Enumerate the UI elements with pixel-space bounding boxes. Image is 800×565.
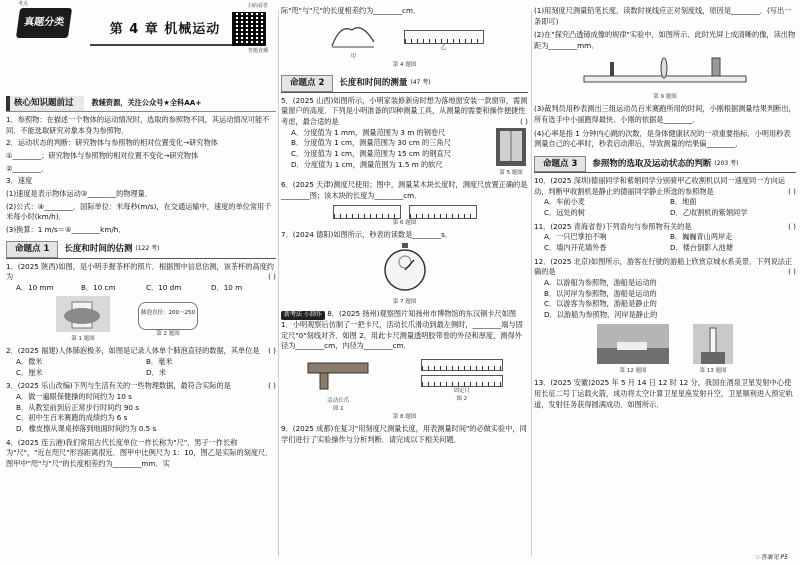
question-13 bbox=[534, 378, 796, 410]
option[interactable]: B．毫米 bbox=[146, 356, 173, 366]
figure-9 bbox=[580, 54, 750, 92]
answer-paren[interactable]: ( ) bbox=[520, 116, 528, 126]
column-divider bbox=[531, 10, 532, 557]
question-9 bbox=[281, 424, 528, 445]
figure-caption: 第 8 题图 bbox=[392, 413, 417, 420]
option[interactable]: C．墙内开花墙外香 bbox=[544, 242, 607, 252]
option[interactable]: B．以河岸为参照物，游船是运动的 bbox=[544, 288, 657, 298]
option[interactable]: D．米 bbox=[146, 367, 166, 377]
question-9-part-4 bbox=[534, 129, 796, 150]
section-header-3 bbox=[534, 156, 796, 173]
option[interactable]: B．从教室前到后正常步行时间约 90 s bbox=[16, 402, 140, 412]
option[interactable]: C．分度值为 1 cm，测量范围为 15 cm 的钢直尺 bbox=[291, 148, 451, 158]
left-column bbox=[6, 0, 276, 565]
knowledge-line: ①________；研究物体与参照物的相对位置不变化→研究物体 bbox=[6, 150, 199, 160]
figure-label: 乙 bbox=[440, 44, 447, 51]
option[interactable]: B．分度值为 1 cm，测量范围为 30 cm 的三角尺 bbox=[291, 138, 451, 148]
figure-4 bbox=[281, 20, 528, 62]
section-tag: 命题点 3 bbox=[534, 156, 586, 173]
question-text: (1)用刻度尺测量铅笔长度，读数时视线应正对刻度线，原因是________．(写出一条即可) bbox=[534, 6, 792, 26]
section-count: (47 考) bbox=[410, 79, 431, 87]
options bbox=[281, 128, 494, 178]
ruler-figure bbox=[404, 30, 484, 44]
qr-top-label: 扫码看答 bbox=[247, 3, 268, 9]
figure-7 bbox=[379, 242, 431, 296]
window-photo bbox=[496, 128, 526, 166]
option[interactable]: C．10 dm bbox=[146, 282, 182, 292]
option[interactable]: A．一只巴掌拍不响 bbox=[544, 232, 607, 242]
question-6 bbox=[281, 180, 528, 226]
hand-span-figure bbox=[326, 20, 382, 50]
question-text: 10．(2025 深圳)德丽同学和紫娟同学分别骑甲乙收割机以同一速度同一方向运动，判断甲收割机是静止的德丽同学静止所选的参照物是 bbox=[534, 176, 785, 196]
option[interactable]: A．以游船为参照物，游船是运动的 bbox=[544, 277, 657, 287]
question-8 bbox=[281, 309, 528, 421]
question-1 bbox=[6, 262, 276, 344]
knowledge-subtitle: 教辅资源，关注公众号★全科AA+ bbox=[91, 98, 202, 108]
knowledge-bar bbox=[6, 96, 276, 112]
qr-bottom-label: 答题直播 bbox=[247, 48, 268, 54]
ancient-caliper-photo bbox=[306, 355, 370, 393]
option[interactable]: C．以游客为参照物，游船是静止的 bbox=[544, 299, 657, 309]
figure-caption: 第 7 题图 bbox=[392, 299, 417, 306]
figure-label: 图 2 bbox=[456, 396, 468, 403]
answer-paren[interactable]: ( ) bbox=[268, 346, 276, 356]
question-10 bbox=[534, 176, 796, 219]
question-text: 11．(2025 青海省卷)下列语句与参照物有关的是 bbox=[534, 221, 692, 231]
question-4 bbox=[6, 438, 276, 470]
option[interactable]: B．10 cm bbox=[81, 282, 116, 292]
options bbox=[534, 278, 796, 321]
section-tag: 命题点 1 bbox=[6, 241, 58, 258]
figure-caption: 第 1 题图 bbox=[71, 336, 95, 343]
figure-caption: 第 12 题图 bbox=[619, 368, 647, 375]
question-text: 7．(2024 德阳)如图所示，秒表的读数是________s． bbox=[281, 229, 453, 239]
knowledge-line: (3)换算：1 m/s＝⑤________km/h． bbox=[6, 224, 126, 234]
option[interactable]: D．10 m bbox=[211, 282, 243, 292]
stopwatch-icon bbox=[380, 242, 430, 292]
knowledge-line: 1．参照物：在描述一个物体的运动情况时，选取的参照物不同，其运动情况可能不同．不能选取研究对象本身为参照物． bbox=[6, 115, 270, 135]
ruler-b bbox=[409, 205, 477, 219]
section-header-1 bbox=[6, 242, 276, 259]
question-3 bbox=[6, 381, 276, 434]
options bbox=[6, 392, 276, 435]
option[interactable]: D．以游船为参照物，河岸是静止的 bbox=[544, 309, 658, 319]
figure-caption: 第 13 题图 bbox=[699, 368, 727, 375]
answer-paren[interactable]: ( ) bbox=[788, 221, 796, 231]
question-7 bbox=[281, 230, 528, 306]
question-text: (4)心率是指 1 分钟内心跳的次数，是身体健康状况的一项重要指标．小明用秒表测量自己的心率时，秒表启动滞后，导致测量的结果偏________． bbox=[534, 128, 791, 149]
question-text: 5．(2025 山西)如图所示，小明家装修新房时想为落地窗安装一款窗帘，需测量窗户的高度．下列是小明准备的四种测量工具，从测量的需要和操作便捷性考虑，最合适的是 bbox=[281, 95, 528, 126]
options bbox=[6, 357, 276, 378]
answer-paren[interactable]: ( ) bbox=[788, 267, 796, 277]
question-5 bbox=[281, 96, 528, 178]
question-text: 4．(2025 连云港)我们常用古代长度单位一拃长称为"尺"，男子一拃长称为"尺"，"近在咫尺"形容距离很近．图甲中比例尺为 1：10，图乙是实际的刻度尺．图甲中"咫"与"尺"的长度相差约为________mm．实 bbox=[6, 437, 273, 468]
knowledge-content bbox=[6, 115, 276, 236]
option[interactable]: A．分度值为 1 mm，测量范围为 3 m 的钢卷尺 bbox=[291, 127, 446, 137]
question-11 bbox=[534, 222, 796, 254]
alveolus-label-box: 肺泡直径：200～250 bbox=[138, 302, 198, 330]
question-9-part-3 bbox=[534, 104, 796, 125]
section-count: (122 考) bbox=[135, 245, 160, 253]
question-text: 2．(2025 福建)人体肺泡极多，如图是记录人体单个肺泡直径的数据，其单位是 bbox=[6, 346, 260, 356]
option[interactable]: C．初中生百米赛跑的成绩约为 6 s bbox=[16, 413, 128, 423]
question-text: 1．(2025 陕西)如图，是小明手握茶杯的照片．根据图中信息估测，该茶杯的高度约为 bbox=[6, 261, 274, 282]
figure-caption: 第 5 题图 bbox=[499, 170, 523, 177]
options bbox=[534, 232, 796, 253]
option[interactable]: D．楼台倒影入池塘 bbox=[670, 242, 734, 252]
caliper-label-a: 活动长爪 bbox=[327, 397, 350, 404]
figure-caption: 第 2 题图 bbox=[156, 330, 180, 337]
question-text: 6．(2025 天津)测度尺使用；图中，测量某木块长度时，测度尺放置正确的是________图；该木块的长度为________cm． bbox=[281, 180, 528, 200]
options bbox=[6, 283, 276, 294]
knowledge-line: ②________． bbox=[6, 163, 49, 173]
section-title: 长度和时间的估测 bbox=[64, 244, 133, 255]
figure-caption: 第 9 题图 bbox=[653, 94, 677, 101]
figure-label: 甲 bbox=[350, 54, 357, 61]
figure-6 bbox=[281, 205, 528, 219]
knowledge-line: 3．速度 bbox=[6, 176, 33, 186]
option[interactable]: D．分度值为 1 cm，测量范围为 1.5 m 的软尺 bbox=[291, 159, 443, 169]
question-text: (2)在"探究凸透镜成像的规律"实验中，如图所示．此时光屏上成清晰的像，读出物距为________mm． bbox=[534, 30, 796, 50]
section-title: 参照物的选取及运动状态的判断 bbox=[592, 158, 712, 169]
figure-caption: 第 4 题图 bbox=[392, 62, 417, 69]
question-9-part-1 bbox=[534, 6, 796, 27]
new-method-tag: 新考法 小制作 bbox=[281, 311, 325, 320]
section-count: (203 考) bbox=[714, 159, 739, 167]
question-text: 际"咫"与"尺"的长度相差约为________cm． bbox=[281, 6, 421, 15]
figure-1 bbox=[56, 296, 110, 344]
question-9-part-2 bbox=[534, 30, 796, 101]
caliper-ruler bbox=[421, 375, 503, 387]
figure-5 bbox=[494, 128, 528, 178]
question-12 bbox=[534, 257, 796, 376]
ruler-a bbox=[333, 205, 401, 219]
option[interactable]: A．车前小麦 bbox=[544, 197, 585, 207]
answer-reference: ☞答案见 P5 bbox=[755, 554, 788, 562]
caliper-label-b: 固定尺 bbox=[453, 388, 470, 395]
figure-caption: 第 6 题图 bbox=[392, 219, 417, 226]
badge-top-label: 考点 bbox=[18, 1, 29, 7]
question-text: 3．(2025 乐山改编)下列与生活有关的一些物理数据，最符合实际的是 bbox=[6, 381, 231, 391]
option[interactable]: C．厘米 bbox=[16, 367, 43, 377]
options bbox=[534, 197, 796, 218]
question-text: 8．(2025 扬州)观察图片知扬州市博物馆的东汉铜卡尺如图 1．小明观察后仿制了一把卡尺，活动长爪滑动到最左侧时，________端与固定尺"0"刻线对齐．如图 2，用此卡尺测量透明胶带卷的外径和厚度，测得外径为________cm，内径为________cm． bbox=[281, 309, 523, 351]
knowledge-line: 2．运动状态的判断：研究物体与参照物的相对位置变化→研究物体 bbox=[6, 138, 218, 148]
option[interactable]: A．微米 bbox=[16, 356, 43, 366]
rocket-photo bbox=[693, 324, 733, 364]
option[interactable]: C．远处的树 bbox=[544, 208, 585, 217]
right-column bbox=[534, 0, 796, 565]
optical-bench-figure bbox=[580, 54, 750, 88]
middle-column bbox=[281, 0, 528, 565]
question-4-continued bbox=[281, 6, 528, 70]
figure-label: 图 1 bbox=[332, 405, 344, 412]
section-tag: 命题点 2 bbox=[281, 75, 333, 92]
figures-12-13 bbox=[534, 324, 796, 376]
section-title: 长度和时间的测量 bbox=[339, 78, 408, 89]
boat-photo bbox=[597, 324, 669, 364]
column-divider bbox=[278, 10, 279, 557]
chapter-header bbox=[6, 0, 276, 74]
answer-paren[interactable]: ( ) bbox=[788, 186, 796, 196]
question-2 bbox=[6, 346, 276, 378]
answer-paren[interactable]: ( ) bbox=[268, 381, 276, 391]
option[interactable]: A．做一遍眼保健操的时间约为 10 s bbox=[16, 391, 132, 401]
caliper-ruler bbox=[421, 359, 503, 371]
question-text: 13．(2025 安徽)2025 年 5 月 14 日 12 时 12 分，我国在酒泉卫星发射中心使用长征二号丁运载火箭，成功将太空计算卫星星座发射升空，卫星顺利进入预定轨道，发射任务获得圆满成功．如图所示． bbox=[534, 378, 793, 409]
figure-2 bbox=[138, 296, 198, 344]
figure-8 bbox=[281, 355, 528, 413]
question-text: 12．(2025 北京)如图所示，游客在行驶的游船上欣赏京城水系美景．下列说法正确的是 bbox=[534, 256, 793, 277]
option[interactable]: D．橡皮擦从课桌掉落到地面时间约为 0.5 s bbox=[16, 423, 157, 433]
question-text: (3)裁判员用秒表测出三组运动员百米赛跑所用的时间，小刚根据测量结果判断出，所有选手中小丽跑得最快．小刚的依据是________． bbox=[534, 104, 796, 125]
option[interactable]: B．地面 bbox=[670, 197, 697, 207]
chapter-title: 第 4 章 机械运动 bbox=[90, 20, 240, 46]
answer-paren[interactable]: ( ) bbox=[268, 272, 276, 282]
section-header-2 bbox=[281, 76, 528, 93]
option[interactable]: D．乙收割机的紫娟同学 bbox=[670, 208, 748, 217]
knowledge-line: (1)速度是表示物体运动③________的物理量． bbox=[6, 188, 153, 198]
knowledge-line: (2)公式：④________．国际单位：米每秒(m/s)，在交通运输中，速度的单位常用千米每小时(km/h)． bbox=[6, 201, 272, 222]
cup-photo bbox=[56, 296, 110, 332]
knowledge-title: 核心知识题前过 bbox=[6, 96, 84, 111]
qr-code-icon[interactable] bbox=[232, 12, 266, 46]
category-badge: 真题分类 bbox=[16, 8, 72, 38]
option[interactable]: B．巍巍青山两岸走 bbox=[670, 232, 733, 242]
option[interactable]: A．10 mm bbox=[16, 282, 54, 292]
question-text: 9．(2025 成都)在复习"用刻度尺测量长度，用表测量时间"的必做实验中，同学们进行了实验操作与分析判断．请完成以下相关问题． bbox=[281, 424, 527, 444]
